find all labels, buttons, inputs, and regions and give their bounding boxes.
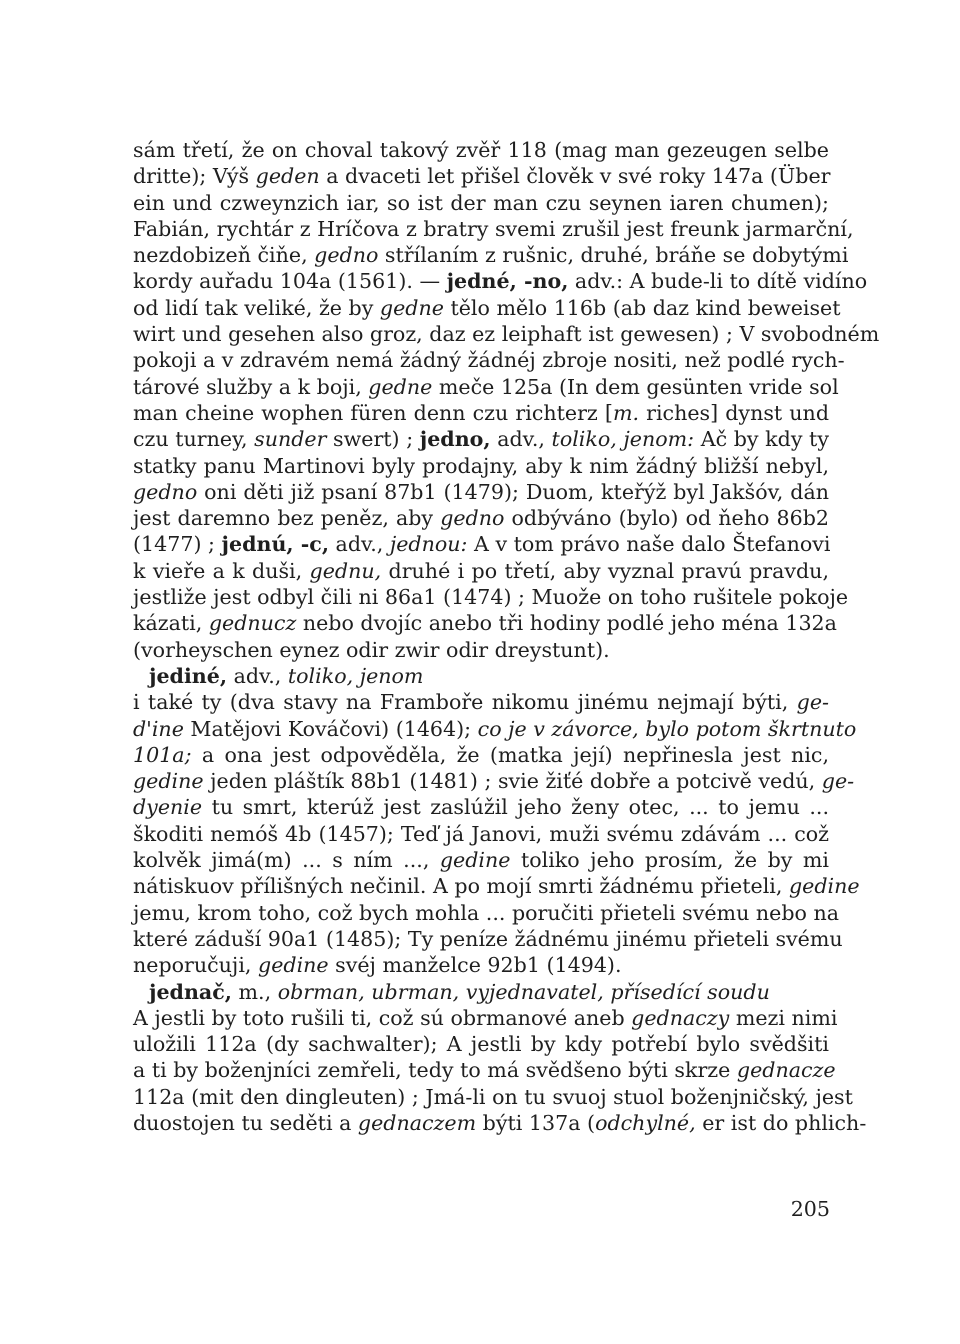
text-run: mezi nimi [729,1005,838,1030]
text-line [133,716,857,742]
text-run: Matějovi Kováčovi) (1464); [183,716,478,741]
italic-text: d'ine [133,716,184,741]
italic-text: co je v závorce, bylo potom škrtnuto [477,716,857,741]
text-run: kolvěk jimá(m) ... s ním ..., [133,848,440,873]
text-run: i také ty (dva stavy na Framboře nikomu jinému nejmají býti, [133,690,797,715]
italic-text: toliko, jenom: [551,427,695,452]
italic-text: gedine [258,953,329,978]
italic-text: gedno [314,243,379,268]
text-run: neporučuji, [133,953,259,978]
text-run: adv., [227,663,288,688]
italic-text: gedno [440,506,505,531]
italic-text: gednacze [736,1058,836,1083]
text-line [133,1057,836,1083]
page-number: 205 [790,1197,830,1221]
text-line [133,637,829,663]
text-line [133,768,855,794]
text-run: tělo mělo 116b (ab daz kind beweiset [443,295,841,320]
text-line [133,347,845,373]
text-run: Fabián, rychtár z Hríčova z bratry svemi zrušil jest freunk jarmarční, [133,216,854,241]
text-run: nebo dvojíc anebo tři hodiny podlé jeho ména 132a [296,611,837,636]
italic-text: obrman, ubrman, vyjednavatel, přísedící soudu [277,979,770,1004]
text-run: oni děti již psaní 87b1 (1479); Duom, kteřýž byl Jakšóv, dán [197,479,829,504]
text-line [133,952,829,978]
italic-text: gedine [788,874,860,899]
italic-text: gednaczem [357,1110,477,1135]
text-line [133,689,829,715]
text-line [133,426,829,452]
text-run: škoditi nemóš 4b (1457); Teď já Janovi, muži svému zdávám ... což [133,821,829,846]
text-line [133,216,854,242]
italic-text: gednu, [309,558,382,583]
text-line [133,847,829,873]
text-run: A jestli by toto rušili ti, což sú obrmanové aneb [133,1005,632,1030]
headword: jednú, -c, [221,532,330,557]
text-run: uložili 112a (dy sachwalter); A jestli by kdy potřebí bylo svědšiti [133,1032,829,1057]
text-line [133,374,839,400]
italic-text: odchylné, [595,1110,696,1135]
text-run: odbýváno (bylo) od ňeho 86b2 [504,506,829,531]
text-run: kordy auřadu 104a (1561). — [133,269,447,294]
text-run: od lidí tak veliké, že by [133,295,380,320]
text-line [133,900,839,926]
text-run: toliko jeho prosím, že by mi [510,848,830,873]
text-run: statky panu Martinovi byly prodajny, aby k nim žádný bližší nebyl, [133,453,829,478]
text-line [133,163,829,189]
text-run: a ti by boženjníci zemřeli, tedy to má svědšeno býti skrze [133,1058,737,1083]
text-run: jest daremno bez peněz, aby [133,506,441,531]
text-line [133,268,868,294]
text-line [133,190,829,216]
text-line [133,453,829,479]
italic-text: gedne [368,374,433,399]
italic-text: m. [612,400,640,425]
text-run: tárové služby a k boji, [133,374,369,399]
italic-text: sunder [254,427,327,452]
text-line [133,137,829,163]
text-line [133,1110,867,1136]
italic-text: gedine [439,848,511,873]
italic-text: jednou: [389,532,468,557]
text-line [133,479,829,505]
text-run: jestliže jest odbyl čili ni 86a1 (1474) ; Muože on toho rušitele pokoje [133,585,849,610]
dictionary-text-block [133,137,880,1136]
text-run: swert) ; [326,427,420,452]
text-run: tu smrt, kterúž jest zaslúžil jeho ženy otec, ... to jemu ... [202,795,829,820]
text-run: a ona jest odpověděla, že (matka její) nepřinesla jest nic, [191,742,829,767]
text-run: a dvaceti let přišel člověk v své roky 147a (Über [319,164,831,189]
italic-text: gedne [379,295,444,320]
text-run: sám třetí, že on choval takový zvěř 118 (mag man gezeugen selbe [133,138,829,162]
italic-text: toliko, jenom [287,663,424,688]
text-line [133,663,829,689]
text-run: nezdobizeň čiňe, [133,243,315,268]
text-run: pokoji a v zdravém nemá žádný žádnéj zbroje nositi, než podlé rych- [133,348,845,373]
text-line [133,979,829,1005]
text-line [133,610,837,636]
text-line [133,295,841,321]
text-run: druhé i po třetí, aby vyznal pravú pravdu, [381,558,829,583]
text-run: duostojen tu seděti a [133,1110,358,1135]
text-run: kázati, [133,611,209,636]
text-line [133,400,829,426]
text-line [133,505,829,531]
text-run: 112a (mit den dingleuten) ; Jmá-li on tu svuoj stuol boženjničský, jest [133,1084,853,1109]
text-run: m., [231,979,278,1004]
italic-text: ge- [796,690,829,715]
text-line [133,926,843,952]
text-run: A v tom právo naše dalo Štefanovi [467,532,831,557]
text-run: dritte); Výš [133,164,256,189]
text-run: adv.: A bude-li to dítě vidíno [568,269,868,294]
text-run: svéj manželce 92b1 (1494). [328,953,622,978]
text-run: které záduší 90a1 (1485); Ty peníze žádnému jinému přieteli svému [133,926,843,951]
text-line [133,1084,853,1110]
text-run: meče 125a (In dem gesünten vride sol [432,374,839,399]
text-run: riches] dynst und [639,400,829,425]
text-line [133,742,829,768]
headword: jediné, [149,663,228,688]
headword: jedné, -no, [446,269,569,294]
text-run: wirt und gesehen also groz, daz ez leiphaft ist gewesen) ; V svobodném [133,322,880,347]
text-run: ein und czweynzich iar, so ist der man czu seynen iaren chumen); [133,190,829,215]
text-run: (vorheyschen eynez odir zwir odir dreystunt). [133,637,610,662]
text-run: jeden pláštík 88b1 (1481) ; svie žiťé dobře a potcivě vedú, [203,769,822,794]
italic-text: gednaczy [631,1005,730,1030]
text-line [133,242,849,268]
italic-text: gedno [133,479,198,504]
text-run: jemu, krom toho, což bych mohla ... poručiti přieteli svému nebo na [133,900,839,925]
text-line [133,873,860,899]
text-run: er ist do phlich- [695,1110,867,1135]
text-run: man cheine wophen füren denn czu richterz [ [133,400,613,425]
text-run: adv., [490,427,552,452]
headword: jednač, [149,979,232,1004]
text-run: střílaním z rušnic, druhé, bráňe se dobytými [378,243,849,268]
text-line [133,794,829,820]
text-line [133,821,829,847]
text-run: (1477) ; [133,532,222,557]
text-run: adv., [329,532,390,557]
italic-text: dyenie [133,795,203,820]
text-line [133,584,849,610]
italic-text: geden [255,164,320,189]
headword: jedno, [419,427,491,452]
text-run: Ač by kdy ty [694,427,829,452]
text-run: k vieře a k duši, [133,558,310,583]
italic-text: gednucz [208,611,297,636]
text-line [133,558,829,584]
text-line [133,531,829,557]
text-run: býti 137a ( [476,1110,596,1135]
text-run: nátiskuov přílišných nečinil. A po mojí smrti žádnému přieteli, [133,874,789,899]
italic-text: gedine [133,769,204,794]
text-line [133,321,880,347]
italic-text: 101a; [133,742,192,767]
text-run: czu turney, [133,427,255,452]
text-line [133,1031,829,1057]
italic-text: ge- [821,769,855,794]
text-line [133,1005,838,1031]
